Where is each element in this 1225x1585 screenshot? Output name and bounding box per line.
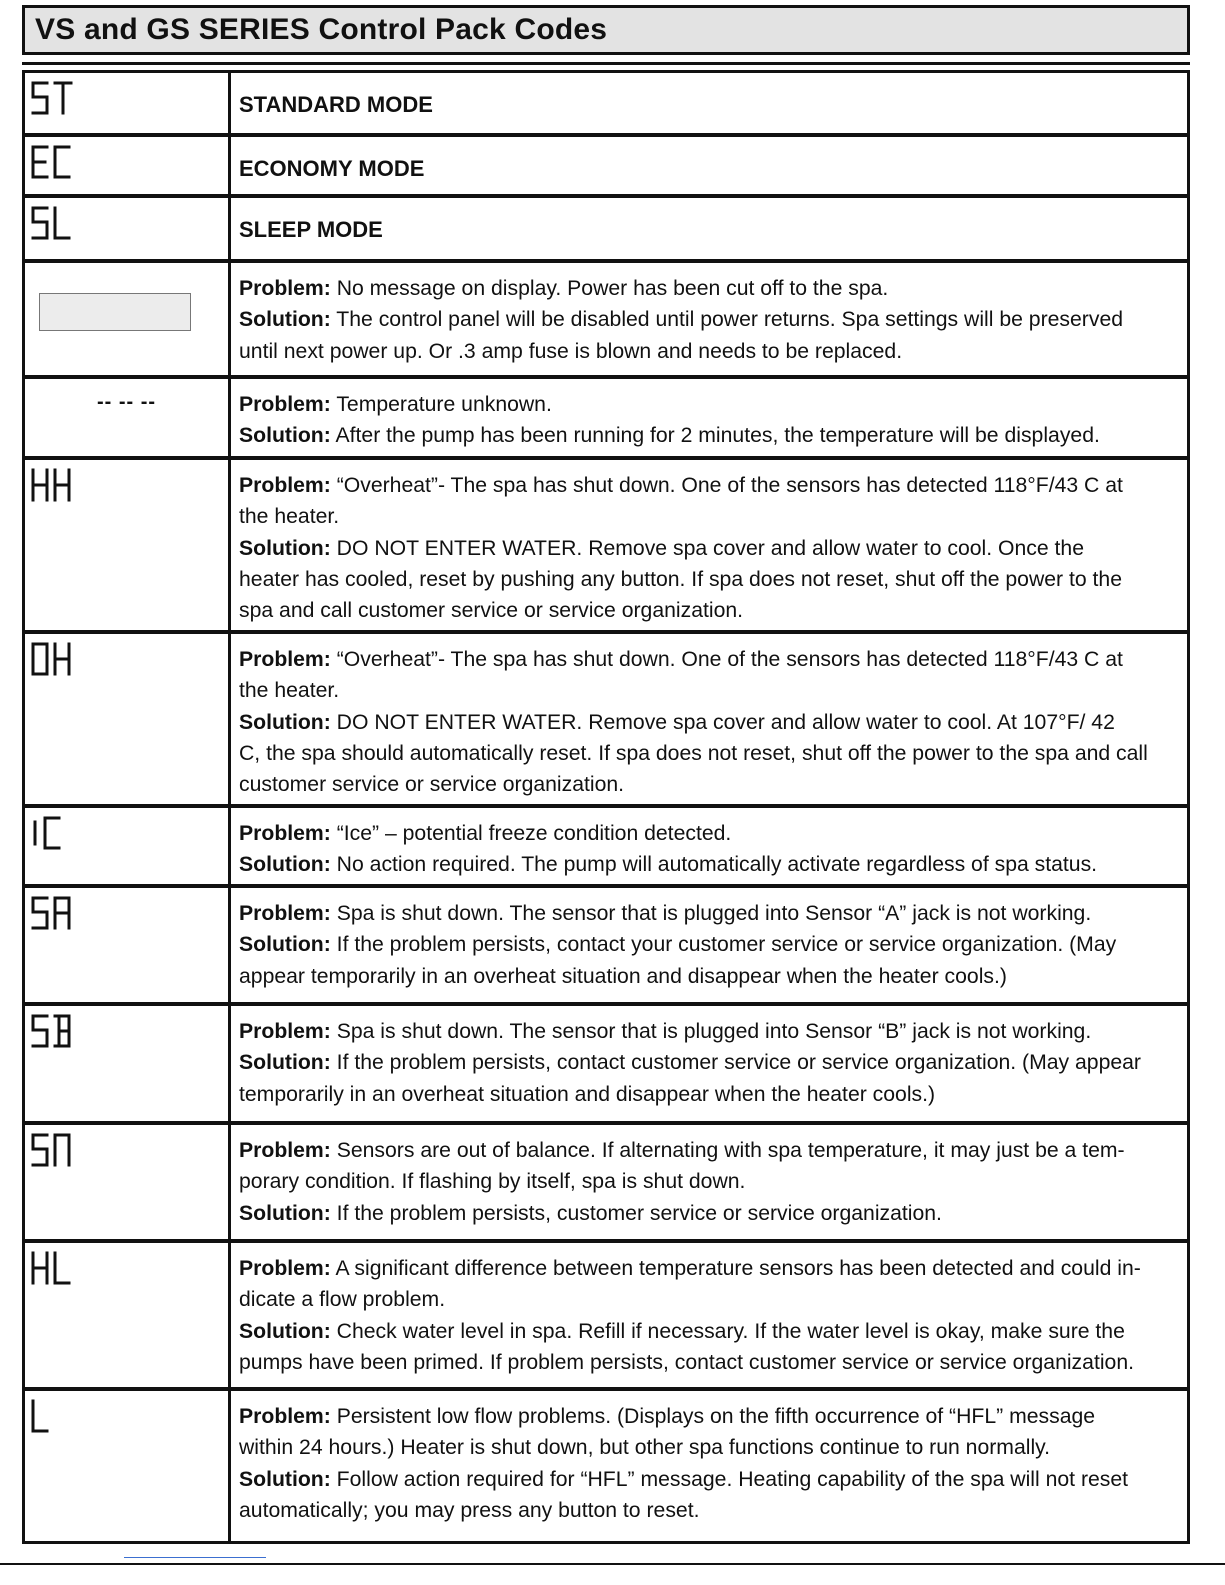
description-line (239, 1135, 1181, 1166)
solution-label: Solution: (239, 1319, 331, 1343)
table-row (22, 885, 1190, 1005)
segment-glyph-a (55, 898, 69, 928)
solution-label: Solution: (239, 1467, 331, 1491)
description-text: If the problem persists, contact your customer service or service organization. (May (330, 933, 1117, 957)
display-code-ec (31, 145, 91, 185)
problem-label: Problem: (239, 822, 331, 845)
description-text: pumps have been primed. If problem persists, contact customer service or service organization. (239, 1350, 1134, 1374)
display-code-hh (31, 468, 91, 508)
description-line (239, 898, 1181, 929)
header-divider (22, 62, 1190, 65)
description-line (239, 336, 1181, 367)
blank-display-icon (39, 293, 191, 331)
description-line (239, 273, 1181, 304)
description-text: porary condition. If flashing by itself, spa is shut down. (239, 1170, 746, 1194)
description-line (239, 707, 1181, 738)
description-line (239, 1079, 1181, 1110)
description-text: C, the spa should automatically reset. If spa does not reset, shut off the power to the spa and call (239, 741, 1148, 765)
description-text: Follow action required for “HFL” message. Heating capability of the spa will not reset (330, 1467, 1129, 1491)
code-cell (25, 634, 231, 804)
table-row (22, 376, 1190, 459)
table-row (22, 805, 1190, 887)
segment-glyph-l (55, 208, 69, 238)
description-line (239, 420, 1181, 451)
description-text: the heater. (239, 679, 340, 703)
description-text: dicate a flow problem. (239, 1288, 446, 1312)
description-line (239, 644, 1181, 675)
code-cell (25, 1391, 231, 1541)
description-cell (231, 198, 1187, 245)
display-code-ic (31, 816, 91, 856)
description-cell (231, 1006, 1187, 1110)
code-cell (25, 73, 231, 133)
description-line (239, 849, 1181, 880)
page-header (22, 5, 1190, 55)
table-row (22, 1003, 1190, 1124)
problem-label: Problem: (239, 1020, 331, 1043)
segment-glyph-o (33, 644, 47, 674)
segment-glyph-s (33, 898, 47, 928)
description-text: Temperature unknown. (330, 393, 552, 416)
description-text: No action required. The pump will automatically activate regardless of spa status. (330, 853, 1098, 877)
code-cell (25, 1125, 231, 1239)
table-row (22, 195, 1190, 262)
table-row (22, 457, 1190, 633)
description-cell (231, 1243, 1187, 1378)
segment-glyph-h (55, 644, 69, 674)
display-code-sn (31, 1133, 91, 1173)
description-text: spa and call customer service or service organization. (239, 599, 744, 623)
footer-divider (0, 1563, 1225, 1565)
description-text: customer service or service organization. (239, 773, 625, 797)
description-line (239, 818, 1181, 849)
description-text: DO NOT ENTER WATER. Remove spa cover and allow water to cool. At 107°F/ 42 (330, 710, 1115, 734)
segment-glyph-n (55, 1135, 69, 1165)
description-line (239, 1495, 1181, 1526)
description-line (239, 1347, 1181, 1378)
code-cell (25, 379, 231, 456)
description-cell (231, 1391, 1187, 1526)
solution-label: Solution: (239, 424, 331, 448)
segment-glyph-t (55, 83, 71, 113)
mode-label: SLEEP MODE (239, 217, 383, 242)
description-text: Spa is shut down. The sensor that is plugged into Sensor “A” jack is not working. (330, 902, 1092, 925)
code-cell (25, 1006, 231, 1121)
display-code-hl (31, 1251, 91, 1291)
problem-label: Problem: (239, 474, 331, 497)
problem-label: Problem: (239, 1405, 331, 1428)
description-line (239, 1198, 1181, 1229)
description-line (239, 929, 1181, 960)
segment-glyph-s (33, 1016, 47, 1046)
description-cell (231, 379, 1187, 452)
solution-label: Solution: (239, 308, 331, 332)
description-line (239, 1016, 1181, 1047)
solution-label: Solution: (239, 1051, 331, 1075)
code-cell (25, 808, 231, 884)
description-line (239, 961, 1181, 992)
description-text: The control panel will be disabled until power returns. Spa settings will be preserved (330, 308, 1124, 332)
table-row (22, 1388, 1190, 1544)
description-line (239, 1047, 1181, 1078)
segment-glyph-h (33, 470, 47, 500)
description-line (239, 1464, 1181, 1495)
description-text: the heater. (239, 505, 340, 529)
problem-label: Problem: (239, 1139, 331, 1162)
description-text: “Ice” – potential freeze condition detected. (330, 822, 732, 845)
description-text: Persistent low flow problems. (Displays on the fifth occurrence of “HFL” message (330, 1405, 1096, 1428)
solution-label: Solution: (239, 853, 331, 877)
description-line (239, 1284, 1181, 1315)
description-text: until next power up. Or .3 amp fuse is blown and needs to be replaced. (239, 339, 903, 363)
description-cell (231, 73, 1187, 120)
description-cell (231, 1125, 1187, 1229)
table-row (22, 134, 1190, 197)
code-cell (25, 263, 231, 375)
segment-glyph-b (55, 1016, 69, 1046)
display-code-sb (31, 1014, 91, 1054)
code-cell (25, 198, 231, 259)
description-cell (231, 634, 1187, 800)
description-line (239, 564, 1181, 595)
description-cell (231, 808, 1187, 881)
segment-glyph-e (33, 147, 47, 177)
description-text: No message on display. Power has been cut off to the spa. (330, 277, 889, 300)
description-line (239, 533, 1181, 564)
description-cell (231, 460, 1187, 626)
solution-label: Solution: (239, 536, 331, 560)
segment-glyph-l (33, 1401, 47, 1431)
description-text: Check water level in spa. Refill if necessary. If the water level is okay, make sure the (330, 1319, 1125, 1343)
mode-label: ECONOMY MODE (239, 156, 425, 181)
segment-glyph-h (55, 470, 69, 500)
table-row (22, 1240, 1190, 1390)
description-text: temporarily in an overheat situation and disappear when the heater cools.) (239, 1082, 936, 1106)
description-cell (231, 263, 1187, 367)
description-line (239, 501, 1181, 532)
segment-glyph-s (33, 83, 47, 113)
code-cell (25, 1243, 231, 1387)
solution-label: Solution: (239, 933, 331, 957)
description-line (239, 1166, 1181, 1197)
description-text: “Overheat”- The spa has shut down. One of the sensors has detected 118°F/43 C at (330, 648, 1123, 671)
display-code-sl (31, 206, 91, 246)
description-line (239, 675, 1181, 706)
segment-glyph-c (45, 818, 59, 848)
mode-label: STANDARD MODE (239, 92, 433, 117)
description-line (239, 1253, 1181, 1284)
problem-label: Problem: (239, 1257, 331, 1280)
description-text: heater has cooled, reset by pushing any button. If spa does not reset, shut off the power to the (239, 567, 1122, 591)
description-text: Spa is shut down. The sensor that is plugged into Sensor “B” jack is not working. (330, 1020, 1092, 1043)
problem-label: Problem: (239, 902, 331, 925)
code-cell (25, 137, 231, 194)
display-code-sa (31, 896, 91, 936)
description-line (239, 738, 1181, 769)
code-cell (25, 888, 231, 1002)
code-cell (25, 460, 231, 630)
solution-label: Solution: (239, 710, 331, 734)
segment-glyph-c (55, 147, 69, 177)
description-line (239, 1316, 1181, 1347)
description-cell (231, 137, 1187, 184)
table-row (22, 631, 1190, 807)
table-row (22, 1122, 1190, 1242)
segment-glyph-l (55, 1253, 69, 1283)
page-title: VS and GS SERIES Control Pack Codes (35, 13, 608, 46)
description-text: automatically; you may press any button to reset. (239, 1498, 700, 1522)
segment-glyph-s (33, 208, 47, 238)
display-code-oh (31, 642, 91, 682)
segment-glyph-s (33, 1135, 47, 1165)
problem-label: Problem: (239, 393, 331, 416)
description-text: If the problem persists, customer service or service organization. (330, 1201, 942, 1225)
description-text: DO NOT ENTER WATER. Remove spa cover and allow water to cool. Once the (330, 536, 1084, 560)
description-line (239, 595, 1181, 626)
description-text: A significant difference between temperature sensors has been detected and could in- (330, 1257, 1141, 1280)
table-row (22, 260, 1190, 378)
display-code-dashes: -- -- -- (97, 391, 157, 413)
description-line (239, 769, 1181, 800)
description-text: within 24 hours.) Heater is shut down, but other spa functions continue to run normally. (239, 1436, 1051, 1460)
description-text: appear temporarily in an overheat situation and disappear when the heater cools.) (239, 964, 1007, 988)
description-text: If the problem persists, contact customer service or service organization. (May appear (330, 1051, 1141, 1075)
problem-label: Problem: (239, 277, 331, 300)
segment-glyph-h (33, 1253, 47, 1283)
description-text: After the pump has been running for 2 minutes, the temperature will be displayed. (330, 424, 1100, 448)
description-line (239, 470, 1181, 501)
description-line (239, 1401, 1181, 1432)
display-code-lf (31, 1399, 91, 1439)
description-line (239, 389, 1181, 420)
display-code-st (31, 81, 91, 121)
description-line (239, 1432, 1181, 1463)
solution-label: Solution: (239, 1201, 331, 1225)
description-cell (231, 888, 1187, 992)
footer-link-underline (124, 1557, 266, 1558)
problem-label: Problem: (239, 648, 331, 671)
description-text: Sensors are out of balance. If alternating with spa temperature, it may just be a tem- (330, 1139, 1125, 1162)
description-line (239, 304, 1181, 335)
table-row (22, 70, 1190, 136)
description-text: “Overheat”- The spa has shut down. One of the sensors has detected 118°F/43 C at (330, 474, 1123, 497)
